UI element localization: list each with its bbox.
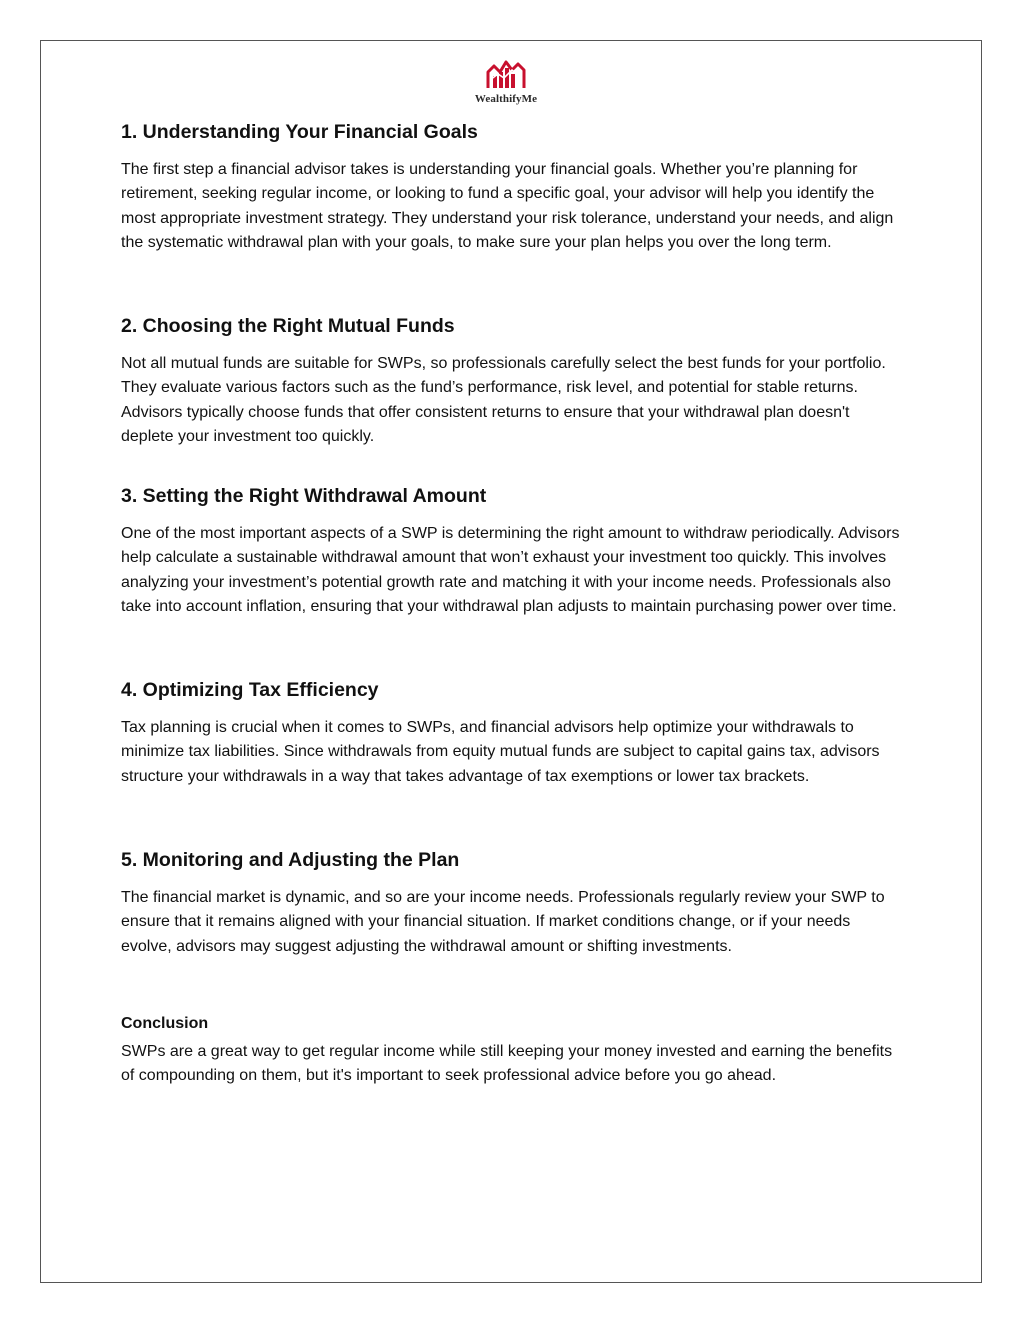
wealthifyme-logo: [470, 58, 542, 112]
section-body: The financial market is dynamic, and so are your income needs. Professionals regularly review your SWP to ensure that it remains aligned with your financial situation. If market conditions change, or if your needs evolve, advisors may suggest adjusting the withdrawal amount or shifting investments.: [121, 889, 885, 955]
section-heading: 2. Choosing the Right Mutual Funds: [121, 315, 455, 337]
section-mutual-funds: [121, 312, 905, 449]
section-body: One of the most important aspects of a SWP is determining the right amount to withdraw periodically. Advisors help calculate a sustainable withdrawal amount that won’t exhaust your investment too quickly. This involves analyzing your investment’s potential growth rate and matching it with your income needs. Professionals also take into account inflation, ensuring that your withdrawal plan adjusts to maintain purchasing power over time.: [121, 525, 900, 615]
conclusion-heading: Conclusion: [121, 1015, 209, 1032]
section-financial-goals: [121, 118, 905, 255]
section-body: Tax planning is crucial when it comes to SWPs, and financial advisors help optimize your withdrawals to minimize tax liabilities. Since withdrawals from equity mutual funds are subject to capital gains tax, advisors structure your withdrawals in a way that takes advantage of tax exemptions or lower tax brackets.: [121, 719, 880, 785]
conclusion-section: [121, 1012, 905, 1089]
section-heading: 4. Optimizing Tax Efficiency: [121, 679, 379, 701]
bar-chart-logo-icon: [484, 58, 528, 92]
section-heading: 5. Monitoring and Adjusting the Plan: [121, 849, 460, 871]
section-withdrawal-amount: [121, 482, 905, 619]
section-monitoring: [121, 846, 905, 959]
section-heading: 3. Setting the Right Withdrawal Amount: [121, 485, 487, 507]
section-body: Not all mutual funds are suitable for SWPs, so professionals carefully select the best funds for your portfolio. They evaluate various factors such as the fund’s performance, risk level, and potential for stable returns. Advisors typically choose funds that offer consistent returns to ensure that your withdrawal plan doesn't deplete your investment too quickly.: [121, 355, 886, 445]
conclusion-body: SWPs are a great way to get regular income while still keeping your money invested and earning the benefits of compounding on them, but it's important to seek professional advice before you go ahead.: [121, 1043, 893, 1085]
logo-text: WealthifyMe: [474, 93, 538, 105]
section-body: The first step a financial advisor takes is understanding your financial goals. Whether you’re planning for retirement, seeking regular income, or looking to fund a specific goal, your advisor will help you identify the most appropriate investment strategy. They understand your risk tolerance, understand your needs, and align the systematic withdrawal plan with your goals, to make sure your plan helps you over the long term.: [121, 161, 894, 251]
section-tax-efficiency: [121, 676, 905, 789]
section-heading: 1. Understanding Your Financial Goals: [121, 121, 478, 143]
